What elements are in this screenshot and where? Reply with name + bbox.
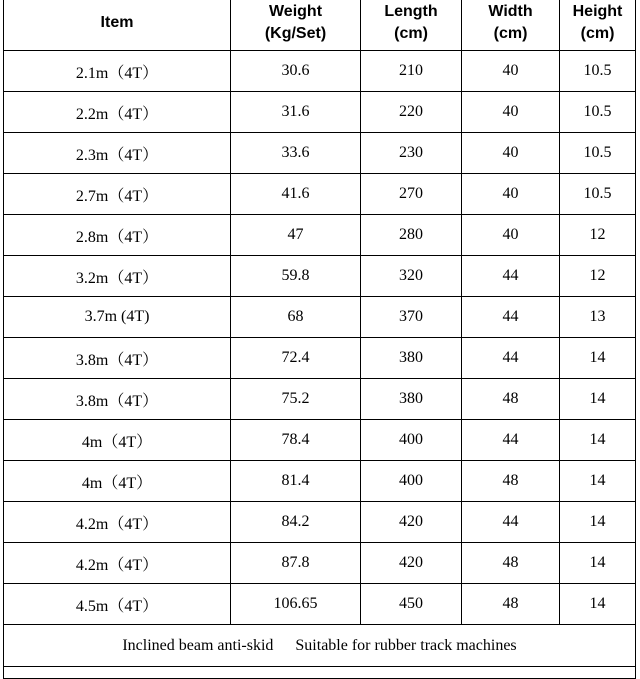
trailing-cell — [4, 667, 636, 679]
cell-height: 14 — [560, 584, 636, 625]
cell-weight: 87.8 — [231, 543, 361, 584]
cell-width: 40 — [462, 174, 560, 215]
cell-width: 48 — [462, 543, 560, 584]
cell-weight: 75.2 — [231, 379, 361, 420]
cell-item: 4m（4T） — [4, 420, 231, 461]
footer-note — [4, 625, 636, 667]
cell-weight: 47 — [231, 215, 361, 256]
cell-item: 2.2m（4T） — [4, 92, 231, 133]
cell-length: 230 — [361, 133, 462, 174]
cell-item: 3.8m（4T） — [4, 338, 231, 379]
cell-weight: 106.65 — [231, 584, 361, 625]
header-weight: Weight (Kg/Set) — [231, 0, 361, 51]
cell-item: 4.2m（4T） — [4, 543, 231, 584]
footer-note-right: Suitable for rubber track machines — [295, 636, 517, 654]
cell-length: 400 — [361, 461, 462, 502]
cell-width: 40 — [462, 133, 560, 174]
table-row — [4, 461, 636, 502]
cell-width: 40 — [462, 51, 560, 92]
table-row — [4, 256, 636, 297]
cell-height: 12 — [560, 215, 636, 256]
cell-item: 2.3m（4T） — [4, 133, 231, 174]
cell-length: 420 — [361, 543, 462, 584]
header-width: Width (cm) — [462, 0, 560, 51]
header-length: Length (cm) — [361, 0, 462, 51]
cell-length: 380 — [361, 338, 462, 379]
cell-width: 48 — [462, 461, 560, 502]
cell-item: 3.2m（4T） — [4, 256, 231, 297]
cell-item: 2.1m（4T） — [4, 51, 231, 92]
cell-length: 380 — [361, 379, 462, 420]
cell-width: 40 — [462, 92, 560, 133]
cell-length: 210 — [361, 51, 462, 92]
table-row — [4, 297, 636, 338]
cell-length: 270 — [361, 174, 462, 215]
table-row — [4, 543, 636, 584]
cell-item: 2.8m（4T） — [4, 215, 231, 256]
cell-length: 450 — [361, 584, 462, 625]
footer-note-left: Inclined beam anti-skid — [122, 636, 274, 654]
cell-weight: 81.4 — [231, 461, 361, 502]
cell-width: 44 — [462, 256, 560, 297]
cell-item: 4.5m（4T） — [4, 584, 231, 625]
cell-height: 13 — [560, 297, 636, 338]
cell-weight: 31.6 — [231, 92, 361, 133]
cell-weight: 78.4 — [231, 420, 361, 461]
cell-item: 2.7m（4T） — [4, 174, 231, 215]
table-row — [4, 215, 636, 256]
cell-height: 14 — [560, 338, 636, 379]
cell-length: 420 — [361, 502, 462, 543]
table-header — [4, 0, 636, 51]
cell-item: 3.8m（4T） — [4, 379, 231, 420]
trailing-row — [4, 667, 636, 679]
footer-row — [4, 625, 636, 667]
cell-height: 10.5 — [560, 51, 636, 92]
cell-weight: 72.4 — [231, 338, 361, 379]
table-row — [4, 379, 636, 420]
cell-item: 4.2m（4T） — [4, 502, 231, 543]
cell-height: 14 — [560, 502, 636, 543]
cell-length: 400 — [361, 420, 462, 461]
header-item: Item — [4, 0, 231, 51]
header-row — [4, 0, 636, 51]
cell-height: 10.5 — [560, 133, 636, 174]
table-row — [4, 420, 636, 461]
cell-height: 14 — [560, 543, 636, 584]
cell-height: 10.5 — [560, 174, 636, 215]
cell-height: 14 — [560, 420, 636, 461]
table-row — [4, 92, 636, 133]
cell-item: 3.7m (4T) — [4, 297, 231, 338]
cell-weight: 41.6 — [231, 174, 361, 215]
table-row — [4, 133, 636, 174]
cell-width: 44 — [462, 297, 560, 338]
cell-width: 40 — [462, 215, 560, 256]
cell-weight: 33.6 — [231, 133, 361, 174]
cell-width: 48 — [462, 584, 560, 625]
cell-weight: 59.8 — [231, 256, 361, 297]
cell-length: 320 — [361, 256, 462, 297]
cell-weight: 30.6 — [231, 51, 361, 92]
cell-height: 10.5 — [560, 92, 636, 133]
cell-length: 280 — [361, 215, 462, 256]
cell-weight: 68 — [231, 297, 361, 338]
table-row — [4, 338, 636, 379]
cell-width: 44 — [462, 420, 560, 461]
cell-height: 12 — [560, 256, 636, 297]
table-row — [4, 502, 636, 543]
table-body — [4, 51, 636, 679]
table-row — [4, 51, 636, 92]
spec-table — [3, 0, 636, 679]
table-row — [4, 174, 636, 215]
cell-height: 14 — [560, 379, 636, 420]
cell-width: 44 — [462, 338, 560, 379]
cell-width: 48 — [462, 379, 560, 420]
cell-weight: 84.2 — [231, 502, 361, 543]
cell-item: 4m（4T） — [4, 461, 231, 502]
cell-height: 14 — [560, 461, 636, 502]
spec-table-container — [3, 0, 636, 679]
header-height: Height (cm) — [560, 0, 636, 51]
cell-length: 370 — [361, 297, 462, 338]
table-row — [4, 584, 636, 625]
cell-length: 220 — [361, 92, 462, 133]
cell-width: 44 — [462, 502, 560, 543]
